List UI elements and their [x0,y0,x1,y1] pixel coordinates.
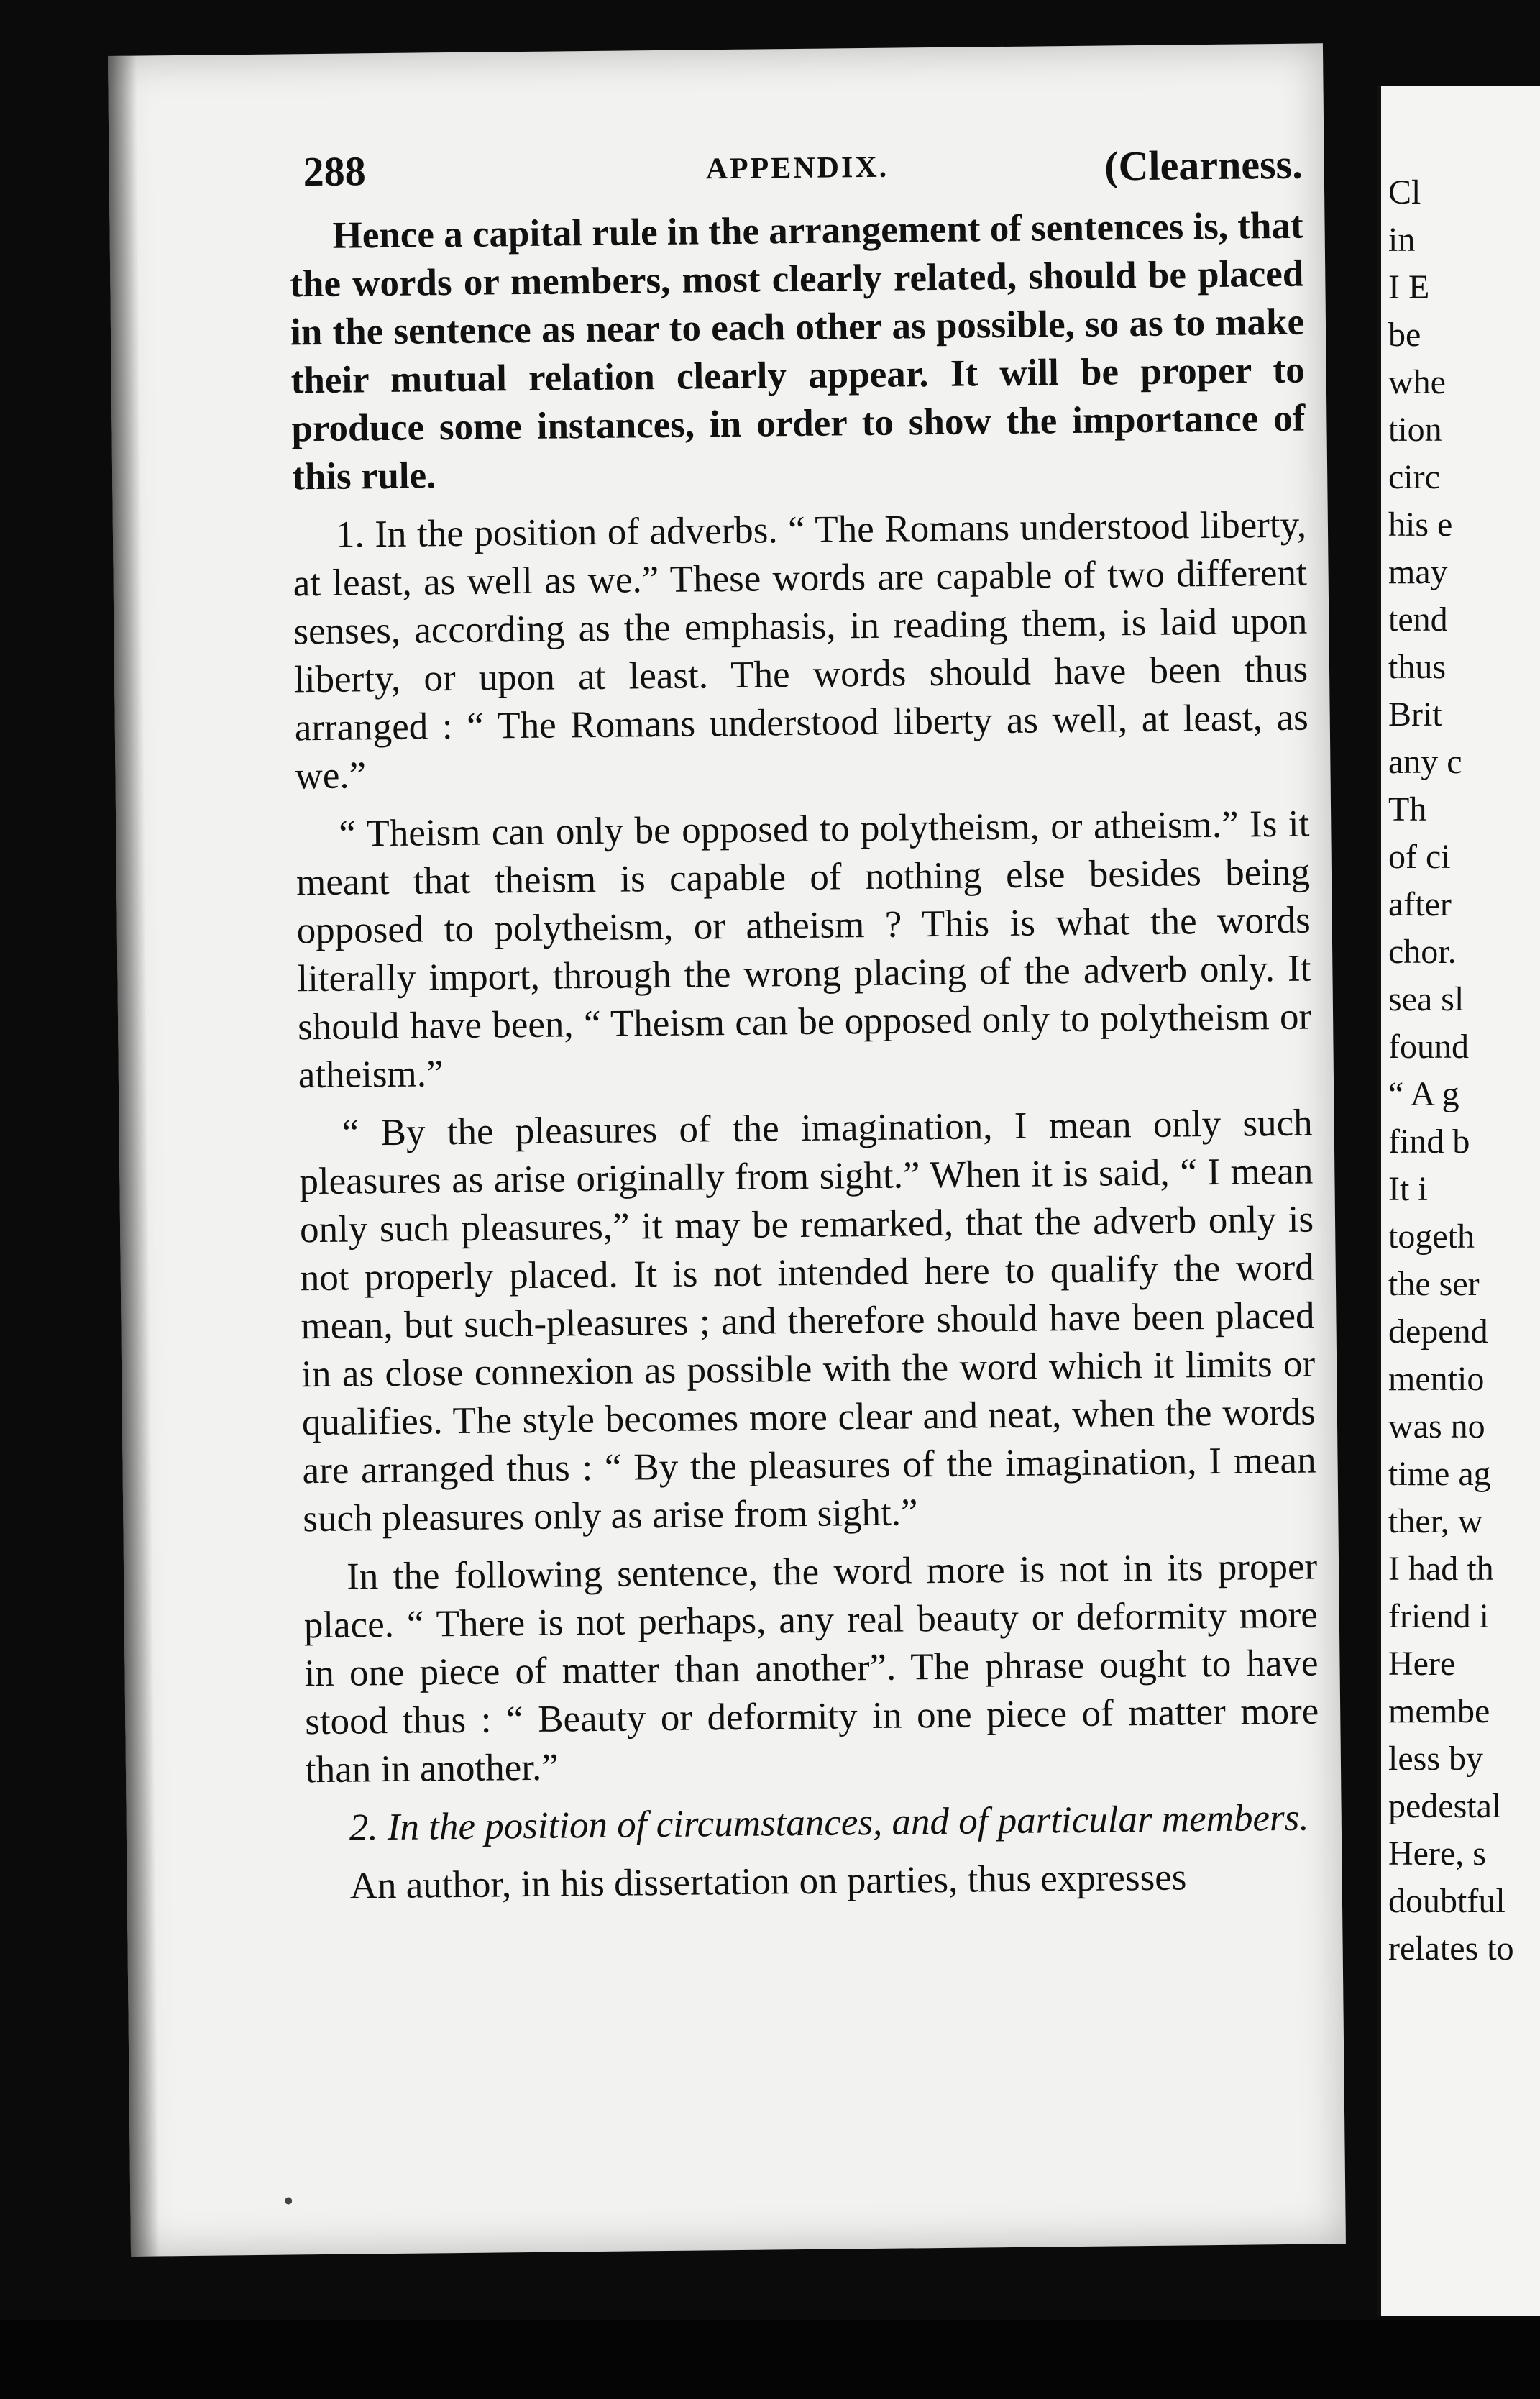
adjacent-page-fragment: pedestal [1388,1787,1502,1825]
paragraph-more: In the following sentence, the word more is not in its proper place. “ There is not perhaps, any real beauty or deformity more in one piece of matter than another”. The phrase ought to have stood thus : “ Beauty or deformity in one piece of matter more than in another.” [303,1545,1319,1791]
adjacent-page-fragment: any c [1388,743,1462,781]
paragraph-rule: Hence a capital rule in the arrangement of sentences is, that the words or members, most clearly related, should be placed in the sentence as near to each other as possible, so as to make their mutual relation clearly appear. It will be proper to produce some instances, in order to show the importance of this rule. [290,204,1306,498]
adjacent-page-fragment: depend [1388,1312,1488,1351]
adjacent-page-fragment: Here, s [1388,1834,1486,1873]
adjacent-page-fragment: I E [1388,268,1430,306]
running-title: APPENDIX. [705,150,889,186]
adjacent-page-fragment: was no [1388,1407,1485,1445]
page-body [289,202,1321,1922]
adjacent-page-fragment: friend i [1388,1597,1489,1635]
adjacent-page-fragment: less by [1388,1740,1483,1778]
adjacent-page-fragment: mentio [1388,1360,1485,1398]
paragraph-theism: “ Theism can only be opposed to polytheism, or atheism.” Is it meant that theism is capable of nothing else besides being opposed to polytheism, or atheism ? This is what the words literally import, through the wrong placing of the adverb only. It should have been, “ Theism can be opposed only to polytheism or atheism.” [295,803,1312,1097]
adjacent-page-fragment: chor. [1388,933,1457,971]
adjacent-page-fragment: find b [1388,1123,1470,1161]
page-number: 288 [303,147,367,196]
adjacent-page-fragment: tend [1388,600,1448,639]
adjacent-page-fragment: Cl [1388,173,1421,211]
adjacent-page-fragment: the ser [1388,1265,1480,1303]
adjacent-page-fragment: thus [1388,648,1447,686]
adjacent-page-fragment: It i [1388,1170,1428,1208]
adjacent-page-fragment: whe [1388,363,1446,401]
adjacent-page-fragment: may [1388,553,1448,591]
paragraph-author: An author, in his dissertation on parties, thus expresses [349,1856,1187,1907]
adjacent-page-fragment: ther, w [1388,1502,1483,1540]
adjacent-page-edge [1377,86,1540,2316]
scan-border [0,2320,1540,2399]
page-speck [285,2197,292,2204]
adjacent-page-fragment: sea sl [1388,980,1465,1018]
adjacent-page-fragment: circ [1388,458,1440,496]
adjacent-page-fragment: in [1388,221,1416,259]
adjacent-page-fragment: his e [1388,506,1453,544]
adjacent-page-fragment: Brit [1388,695,1442,734]
section-label: (Clearness. [1104,140,1303,190]
adjacent-page-fragment: Here [1388,1645,1456,1683]
book-page [108,43,1346,2257]
paragraph-imagination: “ By the pleasures of the imagination, I mean only such pleasures as arise originally from sight.” When it is said, “ I mean only such pleasures,” it may be remarked, that the adverb only is not properly placed. It is not intended here to qualify the word mean, but such-pleasures ; and therefore should have been placed in as close connexion as possible with the word which it limits or qualifies. The style becomes more clear and neat, when the words are arranged thus : “ By the pleasures of the imagination, I mean such pleasures only as arise from sight.” [299,1102,1316,1540]
adjacent-page-fragment: time ag [1388,1455,1491,1493]
adjacent-page-fragment: tion [1388,411,1442,449]
paragraph-adverbs: 1. In the position of adverbs. “ The Romans understood liberty, at least, as well as we.” These words are capable of two different senses, according as the emphasis, in reading them, is laid upon liberty, or upon at least. The words should have been thus arranged : “ The Romans understood liberty as well, at least, as we.” [293,503,1309,798]
adjacent-page-fragment: membe [1388,1692,1490,1730]
page-header [303,137,1303,213]
adjacent-page-fragment: of ci [1388,838,1451,876]
adjacent-page-fragment: “ A g [1388,1075,1459,1113]
adjacent-page-fragment: found [1388,1028,1469,1066]
adjacent-page-fragment: I had th [1388,1550,1494,1588]
adjacent-page-fragment: after [1388,885,1452,923]
paragraph-circumstances: 2. In the position of circumstances, and of particular members. [349,1796,1309,1849]
adjacent-page-fragment: relates to [1388,1929,1514,1968]
adjacent-page-fragment: togeth [1388,1217,1475,1256]
adjacent-page-fragment: be [1388,316,1421,354]
adjacent-page-fragment: doubtful [1388,1882,1505,1920]
adjacent-page-fragment: Th [1388,790,1427,828]
